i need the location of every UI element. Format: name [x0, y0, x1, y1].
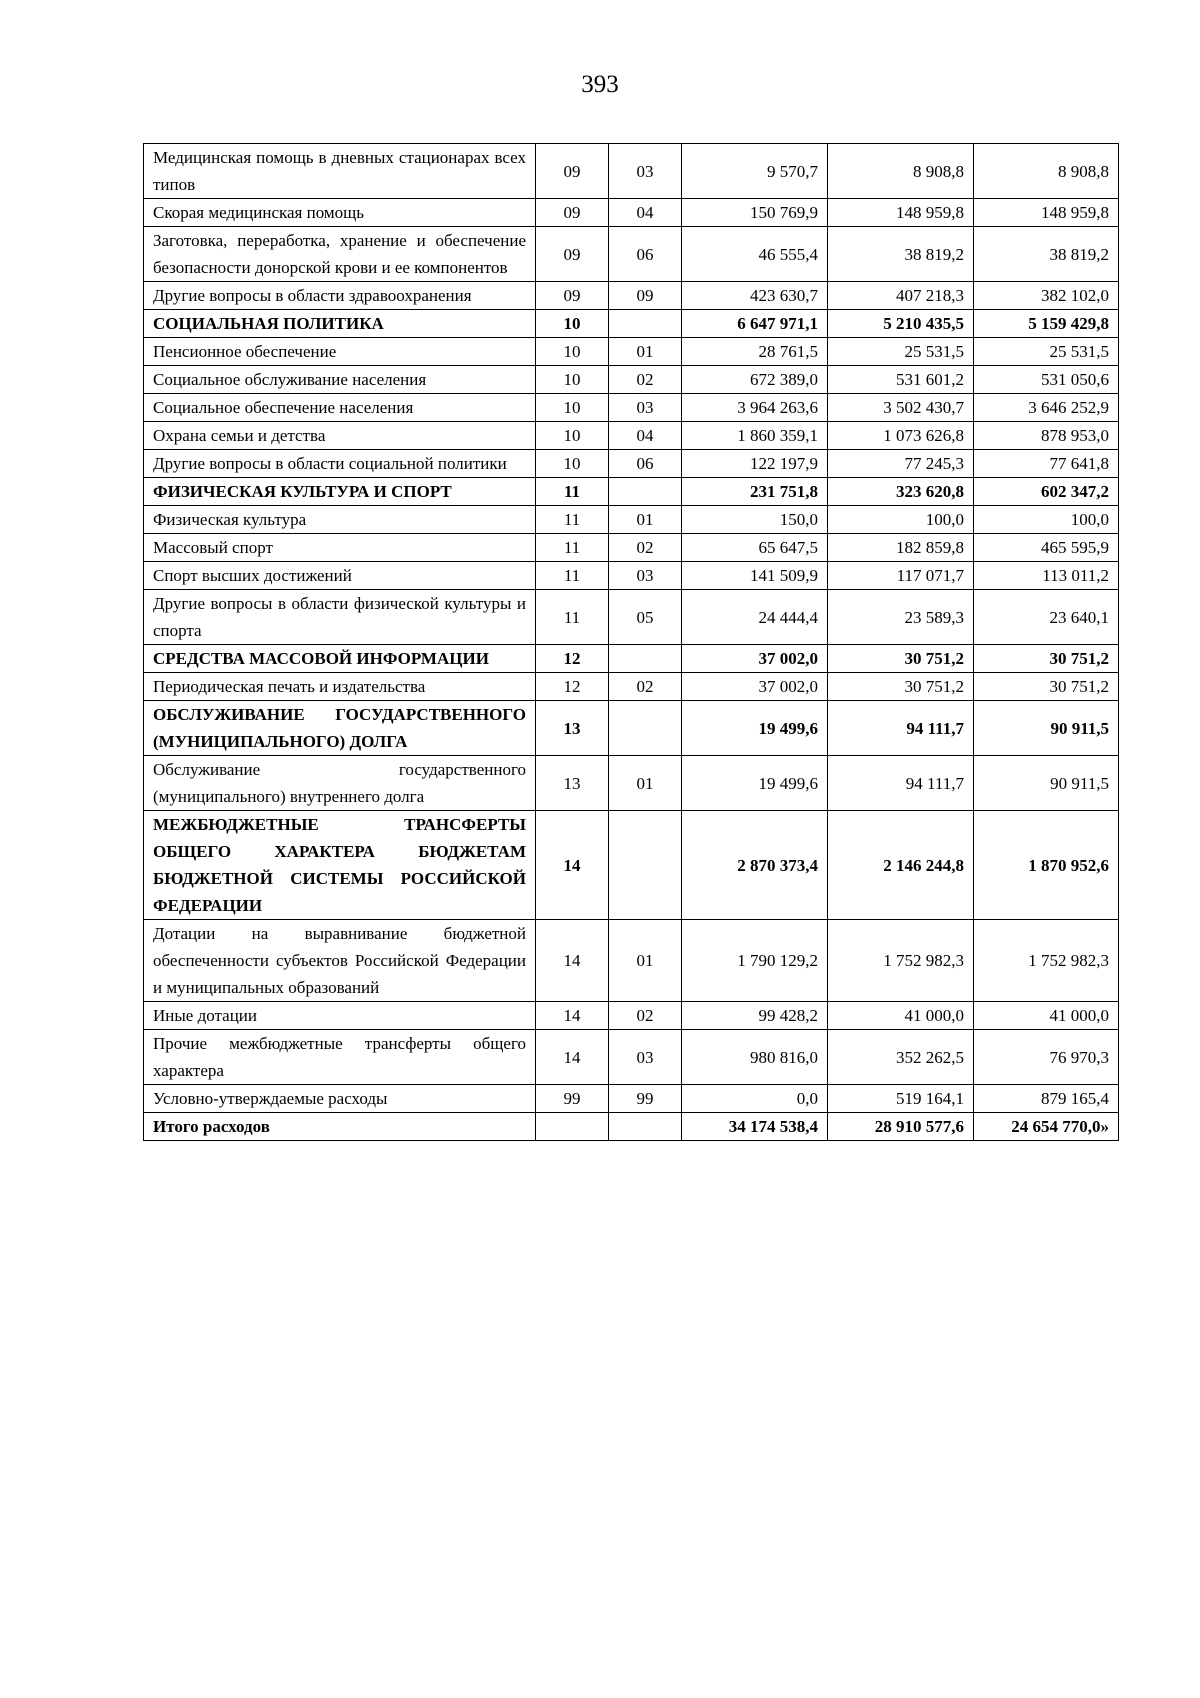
row-amount-1-cell: 37 002,0	[682, 645, 828, 673]
row-name-cell: Другие вопросы в области социальной политики	[144, 450, 536, 478]
row-amount-2-cell: 519 164,1	[828, 1085, 974, 1113]
table-row	[144, 144, 1119, 199]
row-subsection-code-cell: 01	[609, 506, 682, 534]
row-section-code-cell: 09	[536, 144, 609, 199]
row-section-code-cell: 11	[536, 534, 609, 562]
row-amount-3-cell: 90 911,5	[974, 701, 1119, 756]
row-subsection-code-cell: 02	[609, 366, 682, 394]
row-amount-3-cell: 382 102,0	[974, 282, 1119, 310]
row-section-code-cell: 12	[536, 673, 609, 701]
row-amount-3-cell: 531 050,6	[974, 366, 1119, 394]
row-section-code-cell: 11	[536, 590, 609, 645]
table-section-row	[144, 811, 1119, 920]
row-amount-1-cell: 423 630,7	[682, 282, 828, 310]
row-amount-3-cell: 8 908,8	[974, 144, 1119, 199]
row-subsection-code-cell: 02	[609, 673, 682, 701]
row-amount-3-cell: 5 159 429,8	[974, 310, 1119, 338]
row-amount-3-cell: 1 752 982,3	[974, 920, 1119, 1002]
table-row	[144, 282, 1119, 310]
row-amount-1-cell: 19 499,6	[682, 701, 828, 756]
row-amount-3-cell: 23 640,1	[974, 590, 1119, 645]
row-subsection-code-cell: 06	[609, 450, 682, 478]
row-name-cell: Условно-утверждаемые расходы	[144, 1085, 536, 1113]
table-row	[144, 394, 1119, 422]
table-row	[144, 422, 1119, 450]
row-amount-1-cell: 1 790 129,2	[682, 920, 828, 1002]
row-amount-2-cell: 323 620,8	[828, 478, 974, 506]
row-subsection-code-cell: 04	[609, 199, 682, 227]
row-amount-3-cell: 41 000,0	[974, 1002, 1119, 1030]
row-section-code-cell: 13	[536, 756, 609, 811]
row-amount-3-cell: 1 870 952,6	[974, 811, 1119, 920]
row-section-code-cell: 09	[536, 282, 609, 310]
row-subsection-code-cell: 01	[609, 756, 682, 811]
row-name-cell: ОБСЛУЖИВАНИЕ ГОСУДАРСТВЕННОГО (МУНИЦИПАЛЬНОГО) ДОЛГА	[144, 701, 536, 756]
row-amount-1-cell: 6 647 971,1	[682, 310, 828, 338]
row-amount-1-cell: 37 002,0	[682, 673, 828, 701]
row-name-cell: Охрана семьи и детства	[144, 422, 536, 450]
row-amount-1-cell: 24 444,4	[682, 590, 828, 645]
row-section-code-cell: 99	[536, 1085, 609, 1113]
row-section-code-cell: 09	[536, 227, 609, 282]
table-row	[144, 1002, 1119, 1030]
row-section-code-cell: 11	[536, 562, 609, 590]
row-amount-1-cell: 150,0	[682, 506, 828, 534]
row-amount-2-cell: 3 502 430,7	[828, 394, 974, 422]
budget-table-body	[144, 144, 1119, 1141]
table-row	[144, 338, 1119, 366]
row-section-code-cell: 10	[536, 310, 609, 338]
row-amount-3-cell: 24 654 770,0»	[974, 1113, 1119, 1141]
table-section-row	[144, 701, 1119, 756]
row-amount-1-cell: 980 816,0	[682, 1030, 828, 1085]
row-amount-2-cell: 1 073 626,8	[828, 422, 974, 450]
budget-table	[143, 143, 1119, 1141]
row-amount-2-cell: 1 752 982,3	[828, 920, 974, 1002]
row-amount-2-cell: 8 908,8	[828, 144, 974, 199]
row-amount-1-cell: 28 761,5	[682, 338, 828, 366]
row-amount-3-cell: 90 911,5	[974, 756, 1119, 811]
row-amount-1-cell: 46 555,4	[682, 227, 828, 282]
row-name-cell: СОЦИАЛЬНАЯ ПОЛИТИКА	[144, 310, 536, 338]
row-section-code-cell: 14	[536, 920, 609, 1002]
row-name-cell: ФИЗИЧЕСКАЯ КУЛЬТУРА И СПОРТ	[144, 478, 536, 506]
row-name-cell: Прочие межбюджетные трансферты общего характера	[144, 1030, 536, 1085]
table-section-row	[144, 310, 1119, 338]
row-amount-1-cell: 122 197,9	[682, 450, 828, 478]
row-amount-2-cell: 30 751,2	[828, 645, 974, 673]
table-row	[144, 562, 1119, 590]
row-subsection-code-cell: 99	[609, 1085, 682, 1113]
row-amount-1-cell: 0,0	[682, 1085, 828, 1113]
row-section-code-cell: 14	[536, 1030, 609, 1085]
row-subsection-code-cell	[609, 478, 682, 506]
row-amount-1-cell: 19 499,6	[682, 756, 828, 811]
row-subsection-code-cell	[609, 701, 682, 756]
row-amount-2-cell: 2 146 244,8	[828, 811, 974, 920]
row-name-cell: Обслуживание государственного (муниципального) внутреннего долга	[144, 756, 536, 811]
row-subsection-code-cell: 09	[609, 282, 682, 310]
row-amount-1-cell: 150 769,9	[682, 199, 828, 227]
row-amount-2-cell: 77 245,3	[828, 450, 974, 478]
table-row	[144, 366, 1119, 394]
page-number: 393	[581, 71, 619, 98]
row-subsection-code-cell: 06	[609, 227, 682, 282]
row-subsection-code-cell: 05	[609, 590, 682, 645]
row-amount-2-cell: 352 262,5	[828, 1030, 974, 1085]
row-section-code-cell: 14	[536, 811, 609, 920]
row-name-cell: Другие вопросы в области здравоохранения	[144, 282, 536, 310]
row-amount-1-cell: 231 751,8	[682, 478, 828, 506]
row-amount-3-cell: 148 959,8	[974, 199, 1119, 227]
row-amount-2-cell: 100,0	[828, 506, 974, 534]
row-name-cell: Другие вопросы в области физической культуры и спорта	[144, 590, 536, 645]
row-subsection-code-cell	[609, 645, 682, 673]
row-section-code-cell: 10	[536, 366, 609, 394]
row-section-code-cell: 11	[536, 506, 609, 534]
row-name-cell: Массовый спорт	[144, 534, 536, 562]
row-name-cell: Социальное обслуживание населения	[144, 366, 536, 394]
row-subsection-code-cell: 02	[609, 1002, 682, 1030]
table-row	[144, 1085, 1119, 1113]
row-subsection-code-cell	[609, 1113, 682, 1141]
row-name-cell: Заготовка, переработка, хранение и обеспечение безопасности донорской крови и ее компонентов	[144, 227, 536, 282]
row-amount-2-cell: 28 910 577,6	[828, 1113, 974, 1141]
row-amount-2-cell: 41 000,0	[828, 1002, 974, 1030]
table-row	[144, 673, 1119, 701]
row-amount-3-cell: 465 595,9	[974, 534, 1119, 562]
row-subsection-code-cell: 02	[609, 534, 682, 562]
row-amount-2-cell: 94 111,7	[828, 701, 974, 756]
row-subsection-code-cell	[609, 310, 682, 338]
row-subsection-code-cell	[609, 811, 682, 920]
row-name-cell: Итого расходов	[144, 1113, 536, 1141]
row-amount-2-cell: 23 589,3	[828, 590, 974, 645]
row-amount-3-cell: 602 347,2	[974, 478, 1119, 506]
row-amount-3-cell: 878 953,0	[974, 422, 1119, 450]
row-name-cell: Спорт высших достижений	[144, 562, 536, 590]
table-row	[144, 450, 1119, 478]
row-amount-1-cell: 3 964 263,6	[682, 394, 828, 422]
row-amount-2-cell: 25 531,5	[828, 338, 974, 366]
row-section-code-cell: 10	[536, 394, 609, 422]
row-amount-3-cell: 30 751,2	[974, 645, 1119, 673]
row-amount-1-cell: 1 860 359,1	[682, 422, 828, 450]
row-amount-2-cell: 94 111,7	[828, 756, 974, 811]
row-section-code-cell: 09	[536, 199, 609, 227]
table-total-row	[144, 1113, 1119, 1141]
row-section-code-cell	[536, 1113, 609, 1141]
table-row	[144, 227, 1119, 282]
row-amount-3-cell: 879 165,4	[974, 1085, 1119, 1113]
table-row	[144, 920, 1119, 1002]
row-amount-3-cell: 25 531,5	[974, 338, 1119, 366]
row-amount-3-cell: 77 641,8	[974, 450, 1119, 478]
table-row	[144, 199, 1119, 227]
row-name-cell: Иные дотации	[144, 1002, 536, 1030]
row-amount-1-cell: 2 870 373,4	[682, 811, 828, 920]
row-subsection-code-cell: 01	[609, 338, 682, 366]
row-amount-1-cell: 34 174 538,4	[682, 1113, 828, 1141]
row-amount-2-cell: 407 218,3	[828, 282, 974, 310]
row-amount-2-cell: 30 751,2	[828, 673, 974, 701]
row-amount-2-cell: 5 210 435,5	[828, 310, 974, 338]
row-name-cell: МЕЖБЮДЖЕТНЫЕ ТРАНСФЕРТЫ ОБЩЕГО ХАРАКТЕРА БЮДЖЕТАМ БЮДЖЕТНОЙ СИСТЕМЫ РОССИЙСКОЙ ФЕДЕРАЦИИ	[144, 811, 536, 920]
row-section-code-cell: 10	[536, 450, 609, 478]
table-section-row	[144, 478, 1119, 506]
row-section-code-cell: 13	[536, 701, 609, 756]
row-name-cell: Периодическая печать и издательства	[144, 673, 536, 701]
row-name-cell: СРЕДСТВА МАССОВОЙ ИНФОРМАЦИИ	[144, 645, 536, 673]
row-subsection-code-cell: 03	[609, 1030, 682, 1085]
row-name-cell: Скорая медицинская помощь	[144, 199, 536, 227]
row-amount-1-cell: 672 389,0	[682, 366, 828, 394]
row-amount-1-cell: 9 570,7	[682, 144, 828, 199]
row-amount-2-cell: 531 601,2	[828, 366, 974, 394]
row-amount-3-cell: 113 011,2	[974, 562, 1119, 590]
table-row	[144, 506, 1119, 534]
table-row	[144, 534, 1119, 562]
row-subsection-code-cell: 03	[609, 144, 682, 199]
row-amount-1-cell: 99 428,2	[682, 1002, 828, 1030]
row-subsection-code-cell: 04	[609, 422, 682, 450]
row-amount-3-cell: 100,0	[974, 506, 1119, 534]
row-section-code-cell: 14	[536, 1002, 609, 1030]
table-row	[144, 590, 1119, 645]
row-amount-2-cell: 117 071,7	[828, 562, 974, 590]
row-name-cell: Медицинская помощь в дневных стационарах всех типов	[144, 144, 536, 199]
row-section-code-cell: 11	[536, 478, 609, 506]
row-amount-3-cell: 76 970,3	[974, 1030, 1119, 1085]
row-subsection-code-cell: 03	[609, 562, 682, 590]
table-row	[144, 756, 1119, 811]
row-section-code-cell: 12	[536, 645, 609, 673]
row-section-code-cell: 10	[536, 422, 609, 450]
row-amount-1-cell: 65 647,5	[682, 534, 828, 562]
row-amount-1-cell: 141 509,9	[682, 562, 828, 590]
row-amount-3-cell: 38 819,2	[974, 227, 1119, 282]
row-amount-2-cell: 38 819,2	[828, 227, 974, 282]
row-name-cell: Дотации на выравнивание бюджетной обеспеченности субъектов Российской Федерации и муниципальных образований	[144, 920, 536, 1002]
row-amount-3-cell: 3 646 252,9	[974, 394, 1119, 422]
row-section-code-cell: 10	[536, 338, 609, 366]
table-row	[144, 1030, 1119, 1085]
row-name-cell: Пенсионное обеспечение	[144, 338, 536, 366]
row-name-cell: Физическая культура	[144, 506, 536, 534]
row-subsection-code-cell: 01	[609, 920, 682, 1002]
row-name-cell: Социальное обеспечение населения	[144, 394, 536, 422]
row-amount-2-cell: 182 859,8	[828, 534, 974, 562]
row-amount-3-cell: 30 751,2	[974, 673, 1119, 701]
row-subsection-code-cell: 03	[609, 394, 682, 422]
table-section-row	[144, 645, 1119, 673]
row-amount-2-cell: 148 959,8	[828, 199, 974, 227]
